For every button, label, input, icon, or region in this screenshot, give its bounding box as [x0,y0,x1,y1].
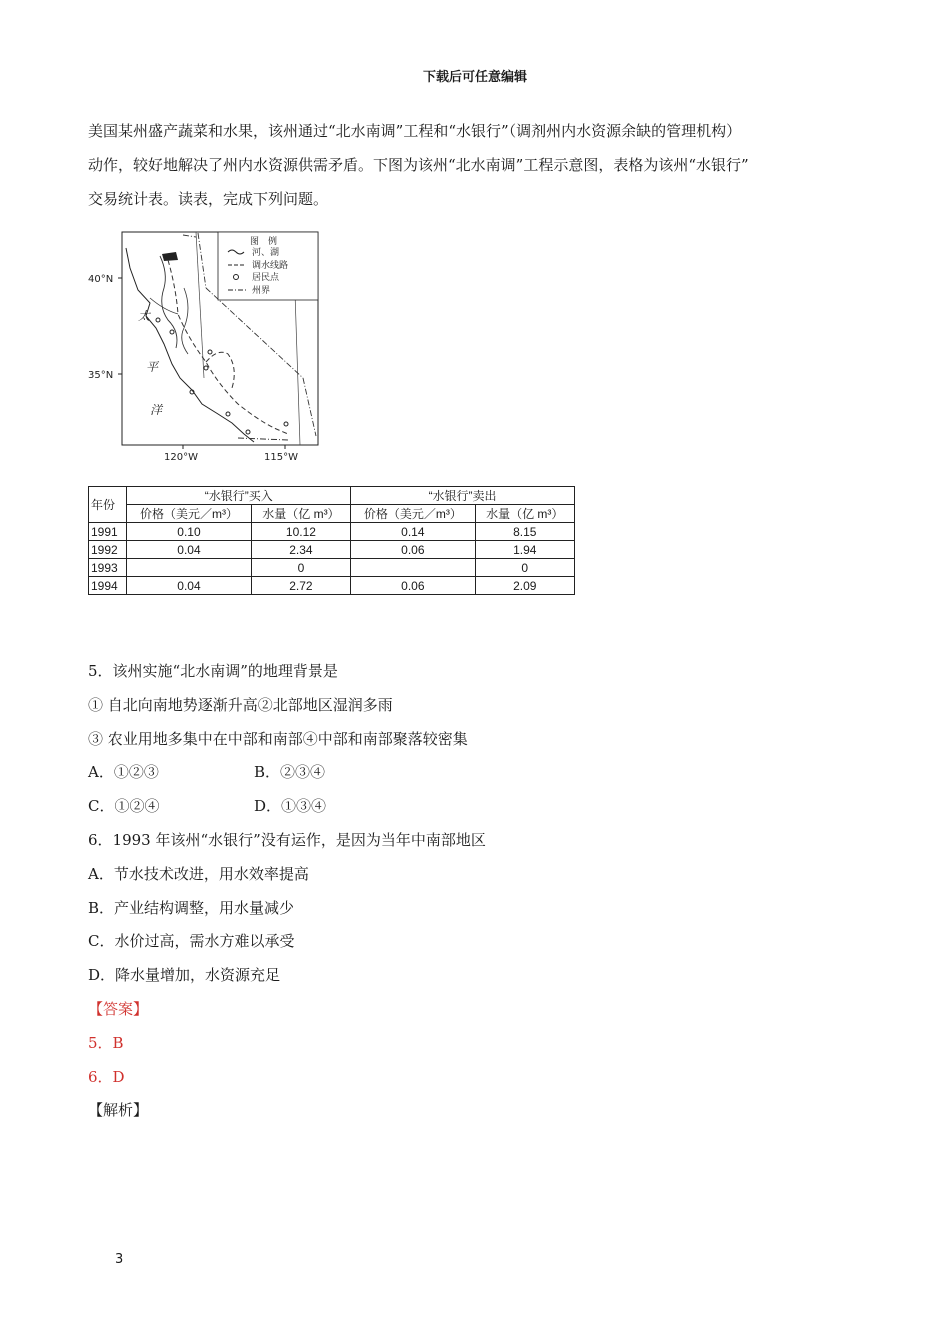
intro-line: 美国某州盛产蔬菜和水果，该州通过“北水南调”工程和“水银行”（调剂州内水资源余缺的管理机构） [88,122,742,140]
settlement-dot [208,350,212,354]
option-a: A．节水技术改进，用水效率提高 [88,864,309,883]
year-cell: 1994 [89,577,127,595]
transfer-route [206,352,234,388]
settlement-dot [246,430,250,434]
ocean-label: 太 [138,309,151,323]
sell-volume-cell: 2.09 [475,577,574,595]
sell-volume-cell: 8.15 [475,523,574,541]
river [160,256,177,348]
buy-volume-cell: 0 [251,559,350,577]
buy-price-cell: 0.10 [127,523,251,541]
sell-price-cell: 0.06 [351,541,475,559]
buy-price-cell [127,559,251,577]
buy-volume-header: 水量（亿 m³） [251,505,350,523]
intro-line: 交易统计表。读表，完成下列问题。 [88,190,329,208]
settlement-dot [284,422,288,426]
year-cell: 1993 [89,559,127,577]
questions-section [88,655,868,1128]
buy-price-cell: 0.04 [127,577,251,595]
option-a: A．①②③ [88,763,159,782]
table-row [89,577,575,595]
table-row [89,523,575,541]
sell-price-header: 价格（美元／m³） [351,505,475,523]
ocean-label: 平 [146,360,159,374]
sell-volume-cell: 0 [475,559,574,577]
sell-price-cell: 0.06 [351,577,475,595]
buy-volume-cell: 2.72 [251,577,350,595]
buy-volume-cell: 2.34 [251,541,350,559]
settlement-dot [170,330,174,334]
question-5-stem: 5．该州实施“北水南调”的地理背景是 [88,662,338,680]
option-c: C．①②④ [88,797,160,816]
question-5-statements: ③ 农业用地多集中在中部和南部④中部和南部聚落较密集 [88,729,468,748]
answer-item: 5．B [88,1033,124,1052]
year-cell: 1992 [89,541,127,559]
question-6-stem: 6．1993 年该州“水银行”没有运作，是因为当年中南部地区 [88,830,486,849]
sell-price-cell: 0.14 [351,523,475,541]
river [182,288,188,354]
buy-price-header: 价格（美元／m³） [127,505,251,523]
lat-label-35: 35°N [88,370,114,381]
page-number: 3 [115,1252,124,1267]
page-header: 下载后可任意编辑 [422,70,527,85]
intro-paragraph [88,114,868,216]
settlement-dot [226,412,230,416]
settlement-dot [204,366,208,370]
legend-item: 河、湖 [252,248,280,258]
question-5-statements: ① 自北向南地势逐渐升高②北部地区湿润多雨 [88,695,393,714]
buy-volume-cell: 10.12 [251,523,350,541]
answer-label: 【答案】 [88,999,149,1018]
lon-label-120: 120°W [164,452,198,463]
question-5-options-row [88,790,868,824]
analysis-label: 【解析】 [88,1101,149,1120]
answer-item: 6．D [88,1067,125,1086]
lat-label-40: 40°N [88,274,114,285]
sell-volume-header: 水量（亿 m³） [475,505,574,523]
option-d: D．降水量增加，水资源充足 [88,966,281,985]
option-c: C．水价过高，需水方难以承受 [88,932,295,951]
sell-volume-cell: 1.94 [475,541,574,559]
table-row [89,541,575,559]
legend-title: 图 例 [250,237,278,247]
settlement-dot [156,318,160,322]
table-row [89,559,575,577]
option-d: D．①③④ [254,797,327,816]
ocean-label: 洋 [150,403,163,417]
year-header: 年份 [89,487,127,523]
buy-price-cell: 0.04 [127,541,251,559]
water-transfer-map [88,228,328,466]
option-b: B．产业结构调整，用水量减少 [88,898,295,917]
legend-item: 调水线路 [252,261,289,271]
option-b: B．②③④ [254,763,326,782]
water-bank-table [88,486,575,595]
sell-header: “水银行”卖出 [351,487,575,505]
question-5-options-row [88,756,868,790]
buy-header: “水银行”买入 [127,487,351,505]
intro-line: 动作，较好地解决了州内水资源供需矛盾。下图为该州“北水南调”工程示意图，表格为该州“水银行” [88,156,749,174]
sell-price-cell [351,559,475,577]
year-cell: 1991 [89,523,127,541]
legend-item: 居民点 [252,273,280,283]
legend-item: 州界 [252,286,271,296]
lon-label-115: 115°W [264,452,298,463]
reservoir [162,252,178,261]
